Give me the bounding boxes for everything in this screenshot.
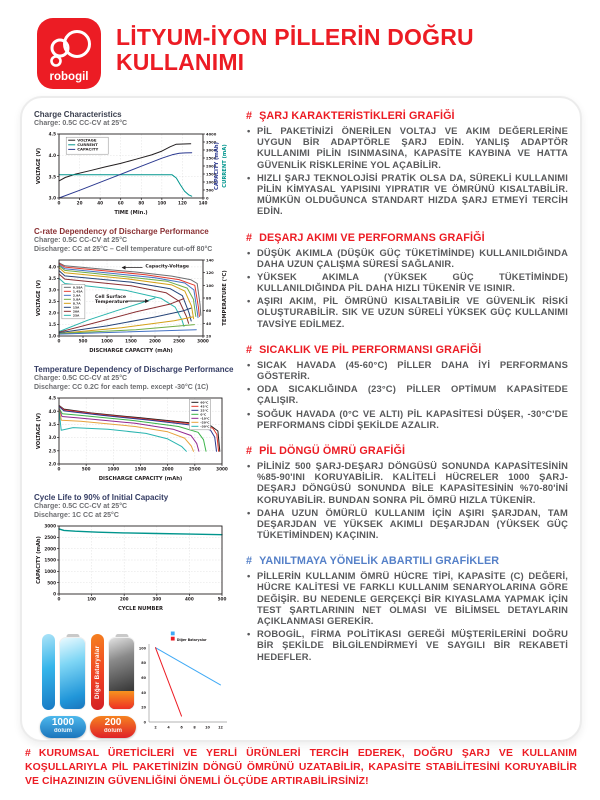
svg-text:2500: 2500 <box>189 466 201 472</box>
svg-text:500: 500 <box>217 596 227 602</box>
mini-chart-slot <box>138 628 230 737</box>
svg-text:3.0: 3.0 <box>48 287 56 293</box>
bullet-list <box>246 359 568 430</box>
bullet-list <box>246 247 568 329</box>
svg-text:300: 300 <box>152 596 162 602</box>
section-2 <box>246 232 568 329</box>
svg-text:1000: 1000 <box>206 180 217 185</box>
svg-text:CURRENT: CURRENT <box>77 141 98 147</box>
svg-text:4000: 4000 <box>206 132 217 137</box>
heading-hash: # <box>246 343 253 356</box>
badge-200-dolum <box>90 716 136 738</box>
svg-text:0: 0 <box>206 196 209 201</box>
other-batteries-label: Diğer Bataryalar <box>94 644 101 699</box>
heading-label: PİL DÖNGÜ ÖMRÜ GRAFİĞİ <box>259 444 406 457</box>
svg-text:2.5: 2.5 <box>48 448 56 454</box>
svg-text:80: 80 <box>141 660 146 665</box>
svg-text:1500: 1500 <box>44 557 56 563</box>
svg-text:3000: 3000 <box>216 466 228 472</box>
svg-text:25A: 25A <box>72 313 80 318</box>
svg-text:0: 0 <box>57 596 61 602</box>
svg-text:500: 500 <box>78 338 88 344</box>
heading-hash: # <box>246 110 253 122</box>
svg-text:500: 500 <box>206 188 214 193</box>
bullet-item: • SOĞUK HAVADA (0°C VE ALTI) PİL KAPASİTESİ DÜŞER, -30°C'DE PERFORMANS CİDDİ ŞEKİLDE AZALIR. <box>246 408 568 430</box>
robogil-logo <box>37 18 101 89</box>
svg-text:Cell Surface: Cell Surface <box>95 294 127 300</box>
section-heading <box>246 344 568 356</box>
chart-block-c-rate-discharge <box>34 227 238 360</box>
svg-text:8: 8 <box>193 725 196 730</box>
svg-text:VOLTAGE (V): VOLTAGE (V) <box>36 147 42 185</box>
svg-text:60: 60 <box>206 309 212 314</box>
charts-column <box>34 110 238 742</box>
svg-text:4.0: 4.0 <box>48 152 56 158</box>
chart-temperature-discharge <box>34 393 230 483</box>
svg-text:TEMPERATURE (°C): TEMPERATURE (°C) <box>222 270 228 326</box>
svg-text:Diğer Bataryalar: Diğer Bataryalar <box>176 637 207 642</box>
svg-text:4: 4 <box>167 725 170 730</box>
heading-hash: # <box>246 555 253 568</box>
low-charge-level <box>109 691 134 709</box>
svg-text:2: 2 <box>154 725 157 730</box>
section-4 <box>246 445 568 540</box>
bullet-item: • HIZLI ŞARJ TEKNOLOJİSİ PRATİK OLSA DA, SÜREKLİ KULLANIMI PİLİN KİMYASAL YAPISINI YIPRATIR VE ÖMRÜNÜ KISALTABİLİR. MÜMKÜN OLDUĞUNCA STANDART HIZDA ŞARJ ETMEYİ TERCİH EDİN. <box>246 172 568 217</box>
svg-text:VOLTAGE (V): VOLTAGE (V) <box>36 412 42 449</box>
svg-text:4.0: 4.0 <box>48 264 56 270</box>
section-5 <box>246 555 568 662</box>
svg-text:5.8A: 5.8A <box>72 297 81 302</box>
content-card <box>20 96 582 742</box>
battery-comparison <box>34 626 234 742</box>
chart-cycle-compare <box>138 628 230 732</box>
svg-text:CYCLE NUMBER: CYCLE NUMBER <box>117 605 164 612</box>
bullet-item: • PİL PAKETİNİZİ ÖNERİLEN VOLTAJ VE AKIM DEĞERLERİNE UYGUN BİR ADAPTÖRLE ŞARJ EDİN. YANLIŞ ADAPTÖR KULLANIMI PİLİN ISINMASINA, KAPASİTE KAYBINA VE HATTA GÜVENLİK RİSKLERİNE YOL AÇABİLİR. <box>246 125 568 170</box>
chart-block-charge-characteristics <box>34 110 238 222</box>
bullet-item: • PİLİNİZ 500 ŞARJ-DEŞARJ DÖNGÜSÜ SONUNDA KAPASİTESİNİN %85-90'INI KORUYABİLİR. KALİTELİ HÜCRELER 1000 ŞARJ-DEŞARJ DÖNGÜSÜ SONUNDA BİLE KAPASİTESİNİN %70-80'İNİ KORUYABİLİR. BUNDAN SONRA PİL ÖMRÜ HIZLA TÜKENİR. <box>246 460 568 505</box>
svg-text:60°C: 60°C <box>200 400 209 405</box>
robogil-logo-icon <box>37 18 101 89</box>
robogil-battery <box>59 634 86 710</box>
bullet-list <box>246 460 568 540</box>
chart-title: Charge Characteristics <box>34 110 122 119</box>
svg-text:3.5: 3.5 <box>48 421 56 427</box>
svg-text:6: 6 <box>180 725 183 730</box>
footer-hash: # <box>25 748 31 759</box>
svg-text:3.5: 3.5 <box>48 174 56 180</box>
heading-hash: # <box>246 444 253 457</box>
chart-title: Cycle Life to 90% of Initial Capacity <box>34 492 169 502</box>
svg-text:500: 500 <box>81 466 91 472</box>
svg-text:3000: 3000 <box>44 523 56 529</box>
svg-text:80: 80 <box>138 200 145 206</box>
chart-block-temperature-discharge <box>34 365 238 488</box>
svg-text:0: 0 <box>53 591 56 597</box>
bullet-item: • DÜŞÜK AKIMLA (DÜŞÜK GÜÇ TÜKETİMİNDE) KULLANILDIĞINDA DAHA UZUN ÇALIŞMA SÜRESİ SAĞLANIR. <box>246 247 568 269</box>
section-heading <box>246 555 568 567</box>
svg-text:400: 400 <box>185 596 194 602</box>
svg-text:3000: 3000 <box>206 148 217 153</box>
bullet-item: • AŞIRI AKIM, PİL ÖMRÜNÜ KISALTABİLİR VE GÜVENLİK RİSKİ OLUŞTURABİLİR. SIK VE UZUN SÜRELİ YÜKSEK GÜÇ KULLANIMI TAVSİYE EDİLMEZ. <box>246 295 568 329</box>
bullet-item: • SICAK HAVADA (45-60°C) PİLLER DAHA İYİ PERFORMANS GÖSTERİR. <box>246 359 568 381</box>
header <box>37 18 561 89</box>
chart-block-cycle-compare <box>138 628 230 737</box>
bullet-item: • PİLLERİN KULLANIM ÖMRÜ HÜCRE TİPİ, KAPASİTE (C) DEĞERİ, HÜCRE KALİTESİ VE FARKLI KULLANIM SENARYOLARINA GÖRE DEĞİŞİR. BU NEDENLE GERÇEKÇİ BİR KIYASLAMA YAPMAK İÇİN TEST ŞARTLARININ NET OLMASI VE BİLİMSEL DETAYLARIN AÇIKLANMASI GEREKİR. <box>246 570 568 626</box>
section-heading <box>246 445 568 457</box>
svg-text:40: 40 <box>141 690 146 695</box>
svg-text:1000: 1000 <box>101 338 113 344</box>
chart-c-rate-discharge <box>34 255 230 355</box>
badge-unit: dolum <box>54 728 72 735</box>
heading-hash: # <box>246 231 253 244</box>
svg-text:1000: 1000 <box>44 568 56 574</box>
svg-text:20: 20 <box>206 334 212 339</box>
svg-text:3.5: 3.5 <box>48 275 56 281</box>
svg-text:100: 100 <box>138 645 146 650</box>
svg-text:2.9A: 2.9A <box>72 293 81 298</box>
badge-unit: dolum <box>104 728 122 735</box>
svg-text:1.45A: 1.45A <box>72 289 83 294</box>
svg-text:4.0: 4.0 <box>48 408 56 414</box>
chart-subtitle: Charge: 0.5C CC-CV at 25°C <box>34 236 128 244</box>
svg-text:120: 120 <box>178 200 187 206</box>
heading-label: YANILTMAYA YÖNELİK ABARTILI GRAFİKLER <box>259 555 500 568</box>
svg-text:0: 0 <box>143 720 146 725</box>
footer-note <box>25 747 577 789</box>
svg-text:0: 0 <box>57 466 61 472</box>
chart-subtitle: Charge: 0.5C CC-CV at 25°C <box>34 502 128 510</box>
svg-text:Temperature: Temperature <box>95 299 129 305</box>
svg-text:2000: 2000 <box>149 338 161 344</box>
chart-subtitle: Discharge: CC at 25°C – Cell temperature cut-off 80°C <box>34 245 213 253</box>
svg-text:45°C: 45°C <box>200 404 209 409</box>
svg-text:4.5: 4.5 <box>48 395 56 401</box>
bullet-item: • ROBOGİL, FİRMA POLİTİKASI GEREĞİ MÜŞTERİLERİNİ DOĞRU BİR ŞEKİLDE BİLGİLENDİRMEYİ VE SAYGILI BİR REKABETİ HEDEFLER. <box>246 628 568 662</box>
heading-label: ŞARJ KARAKTERİSTİKLERİ GRAFİĞİ <box>259 110 455 122</box>
svg-text:100: 100 <box>206 283 214 288</box>
svg-text:DISCHARGE CAPACITY (mAh): DISCHARGE CAPACITY (mAh) <box>98 475 183 482</box>
svg-text:1500: 1500 <box>134 466 147 472</box>
svg-text:0: 0 <box>57 338 61 344</box>
badge-value: 200 <box>104 717 122 729</box>
chart-subtitle: Discharge: CC 0.2C for each temp. except -30°C (1C) <box>34 383 209 391</box>
bullet-item: • DAHA UZUN ÖMÜRLÜ KULLANIM İÇİN AŞIRI ŞARJDAN, TAM DEŞARJDAN VE YÜKSEK AKIMLI DEŞARJDAN (YÜKSEK GÜÇ TÜKETİMİNDEN) KAÇININ. <box>246 507 568 541</box>
svg-text:40: 40 <box>206 321 212 326</box>
svg-text:12: 12 <box>218 725 223 730</box>
section-heading <box>246 232 568 244</box>
svg-text:0: 0 <box>57 200 61 206</box>
other-battery <box>108 634 135 710</box>
svg-text:2000: 2000 <box>161 466 174 472</box>
svg-text:10: 10 <box>205 725 210 730</box>
svg-text:200: 200 <box>119 596 129 602</box>
bullet-item: • YÜKSEK AKIMLA (YÜKSEK GÜÇ TÜKETİMİNDE) KULLANILDIĞINDA PİL DAHA HIZLI TÜKENİR VE ISINIR. <box>246 271 568 293</box>
svg-text:140: 140 <box>206 258 214 263</box>
svg-text:DISCHARGE CAPACITY (mAh): DISCHARGE CAPACITY (mAh) <box>89 347 173 354</box>
svg-text:TIME (Min.): TIME (Min.) <box>114 209 148 216</box>
svg-text:-20°C: -20°C <box>200 420 210 425</box>
svg-text:2500: 2500 <box>206 156 217 161</box>
sections <box>246 110 568 677</box>
badge-value: 1000 <box>51 717 75 729</box>
section-heading <box>246 110 568 122</box>
svg-text:1500: 1500 <box>125 338 137 344</box>
section-1 <box>246 110 568 217</box>
svg-text:2.0: 2.0 <box>48 310 56 316</box>
svg-text:VOLTAGE: VOLTAGE <box>77 137 97 143</box>
svg-text:80: 80 <box>206 296 212 301</box>
svg-text:CAPACITY (mAh): CAPACITY (mAh) <box>214 142 220 190</box>
svg-text:1500: 1500 <box>206 172 217 177</box>
badge-1000-dolum <box>40 716 86 738</box>
svg-text:CAPACITY (mAh): CAPACITY (mAh) <box>36 535 42 584</box>
chart-cycle-life <box>34 521 230 613</box>
chart-block-cycle-life <box>34 493 238 618</box>
svg-text:25°C: 25°C <box>200 408 209 413</box>
svg-text:-30°C: -30°C <box>200 424 210 429</box>
svg-text:20: 20 <box>76 200 83 206</box>
svg-text:2.5: 2.5 <box>48 298 56 304</box>
other-battery-bar <box>91 634 104 710</box>
svg-text:500: 500 <box>47 579 56 585</box>
heading-label: SICAKLIK VE PİL PERFORMANSI GRAFİĞİ <box>259 343 482 356</box>
svg-text:0°C: 0°C <box>200 412 207 417</box>
bullet-list <box>246 125 568 217</box>
footer-text: KURUMSAL ÜRETİCİLERİ VE YERLİ ÜRÜNLERİ TERCİH EDEREK, DOĞRU ŞARJ VE KULLANIM KOŞULLARIYLA PİL PAKETİNİZİN DÖNGÜ ÖMRÜNÜ UZATABİLİR, KAPASİTE STABİLİTESİNİ KORUYABİLİR VE CİHAZINIZIN GÜVENLİĞİNİ ÖNEMLİ ÖLÇÜDE ARTIRABİLİRSİNİZ! <box>25 748 577 788</box>
svg-text:CURRENT (mA): CURRENT (mA) <box>222 144 228 188</box>
svg-text:4.5: 4.5 <box>48 131 56 137</box>
svg-text:Capacity-Voltage: Capacity-Voltage <box>145 264 190 270</box>
svg-text:CAPACITY: CAPACITY <box>77 146 99 152</box>
heading-label: DEŞARJ AKIMI VE PERFORMANS GRAFİĞİ <box>259 231 485 244</box>
svg-text:20A: 20A <box>72 309 80 314</box>
chart-charge-characteristics <box>34 129 230 217</box>
section-3 <box>246 344 568 430</box>
svg-text:2000: 2000 <box>44 545 56 551</box>
svg-text:20: 20 <box>141 705 146 710</box>
svg-text:0.58A: 0.58A <box>72 285 83 290</box>
svg-text:60: 60 <box>141 675 146 680</box>
svg-text:VOLTAGE (V): VOLTAGE (V) <box>36 279 42 317</box>
svg-text:3.0: 3.0 <box>48 195 56 201</box>
chart-subtitle: Discharge: 1C CC at 25°C <box>34 511 119 519</box>
svg-text:-10°C: -10°C <box>200 416 210 421</box>
svg-text:40: 40 <box>97 200 104 206</box>
chart-title: C-rate Dependency of Discharge Performance <box>34 226 209 236</box>
svg-text:2500: 2500 <box>44 534 56 540</box>
chart-subtitle: Charge: 0.5C CC-CV at 25°C <box>34 120 128 127</box>
svg-text:3000: 3000 <box>197 338 209 344</box>
robogil-battery-bar <box>42 634 55 710</box>
svg-text:2.0: 2.0 <box>48 461 56 467</box>
svg-text:robogil: robogil <box>49 71 89 83</box>
svg-text:3500: 3500 <box>206 140 217 145</box>
svg-text:2500: 2500 <box>173 338 185 344</box>
chart-subtitle: Charge: 0.5C CC-CV at 25°C <box>34 374 128 382</box>
page-title: LİTYUM-İYON PİLLERİN DOĞRU KULLANIMI <box>116 24 474 75</box>
svg-text:100: 100 <box>157 200 167 206</box>
svg-text:60: 60 <box>117 200 124 206</box>
svg-text:15A: 15A <box>72 305 80 310</box>
bullet-list <box>246 570 568 662</box>
svg-text:2000: 2000 <box>206 164 217 169</box>
svg-text:120: 120 <box>206 271 214 276</box>
svg-text:100: 100 <box>87 596 96 602</box>
svg-text:3.0: 3.0 <box>48 434 56 440</box>
svg-text:1.0: 1.0 <box>48 333 56 339</box>
svg-text:1000: 1000 <box>107 466 120 472</box>
chart-title: Temperature Dependency of Discharge Performance <box>34 364 234 374</box>
svg-text:140: 140 <box>198 200 208 206</box>
svg-text:8.7A: 8.7A <box>72 301 81 306</box>
bullet-item: • ODA SICAKLIĞINDA (23°C) PİLLER OPTİMUM KAPASİTEDE ÇALIŞIR. <box>246 383 568 405</box>
svg-text:1.5: 1.5 <box>48 321 56 327</box>
